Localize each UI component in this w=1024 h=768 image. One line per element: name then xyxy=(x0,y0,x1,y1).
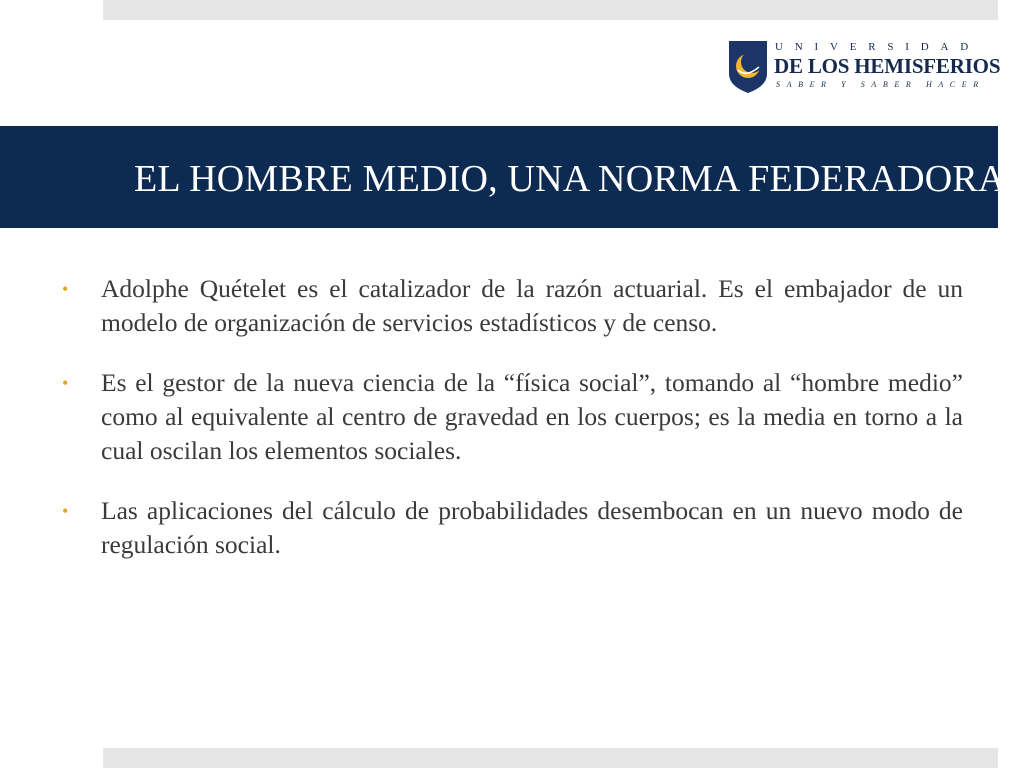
logo-line-universidad: UNIVERSIDAD xyxy=(775,41,980,53)
logo-line-de-los-hemisferios: DE LOS HEMISFERIOS xyxy=(774,54,1001,78)
bullet-text: Es el gestor de la nueva ciencia de la “física social”, tomando al “hombre medio” como al equivalente al centro de gravedad en los cuerpos; es la media en torno a la cual oscilan los elementos sociales. xyxy=(101,368,963,465)
bottom-decorative-strip xyxy=(103,748,998,768)
bullet-text: Adolphe Quételet es el catalizador de la razón actuarial. Es el embajador de un modelo de organización de servicios estadísticos y de censo. xyxy=(101,274,963,337)
bullet-marker-icon: • xyxy=(62,279,69,299)
bullet-item xyxy=(52,366,963,468)
university-shield-icon xyxy=(728,40,768,94)
logo-tagline: SABER Y SABER HACER xyxy=(776,80,985,89)
bullet-marker-icon: • xyxy=(62,501,69,521)
bullet-text: Las aplicaciones del cálculo de probabilidades desembocan en un nuevo modo de regulación social. xyxy=(101,496,963,559)
top-decorative-strip xyxy=(103,0,998,20)
university-logo xyxy=(728,38,1001,98)
bullet-list xyxy=(52,272,963,588)
bullet-marker-icon: • xyxy=(62,373,69,393)
bullet-item xyxy=(52,272,963,340)
slide-title: EL HOMBRE MEDIO, UNA NORMA FEDERADORA xyxy=(134,158,1006,200)
bullet-item xyxy=(52,494,963,562)
